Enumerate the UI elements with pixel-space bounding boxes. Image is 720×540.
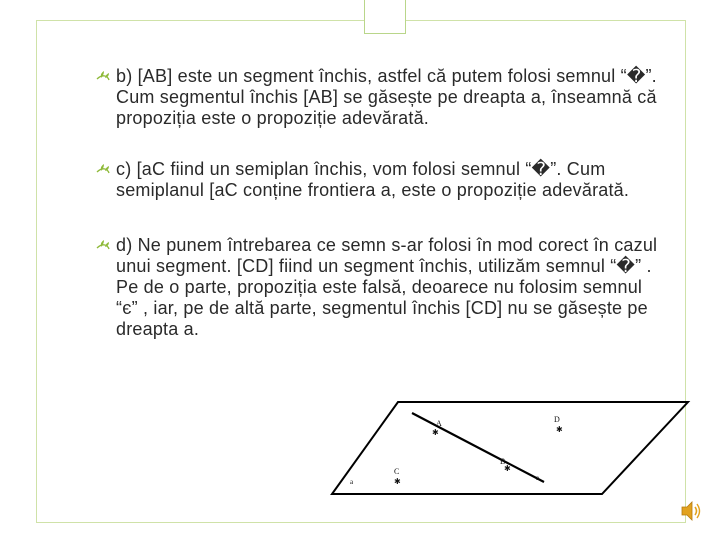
bullet-text-c: c) [aC fiind un semiplan închis, vom folosi semnul “�”. Cum semiplanul [aC conține frontiera a, este o propoziție adevărată. [116,159,630,200]
line-a [412,413,544,482]
point-C-mark: ✱ [394,477,401,486]
point-A-label: A [436,419,442,428]
line-a-label-left: a [350,478,354,486]
slide-bullet-list [96,66,666,340]
bullet-item-b [96,66,666,129]
point-D-mark: ✱ [556,425,563,434]
decorative-corner-square [364,0,406,34]
bullet-item-c [96,159,666,201]
point-A-mark: ✱ [432,428,439,437]
line-a-label-right: a [536,474,540,482]
point-B-mark: ✱ [504,464,511,473]
bullet-item-d [96,235,666,340]
point-C-label: C [394,467,400,476]
speaker-icon[interactable] [678,498,704,524]
plant-sprout-icon [96,162,110,176]
plant-sprout-icon [96,69,110,83]
bullet-text-d: d) Ne punem întrebarea ce semn s-ar folosi în mod corect în cazul unui segment. [CD] fiind un segment închis, utilizăm semnul “�” . Pe de o parte, propoziția este falsă, deoarece nu folosim semnul “є” , iar, pe de altă parte, segmentul închis [CD] nu se găsește pe dreapta a. [116,235,658,339]
point-D-label: D [554,415,560,424]
plant-sprout-icon [96,238,110,252]
bullet-text-b: b) [AB] este un segment închis, astfel că putem folosi semnul “�”. Cum segmentul închis [AB] se găsește pe dreapta a, înseamnă că propoziția este o propoziție adevărată. [116,66,657,128]
plane-parallelogram [332,402,688,494]
point-B-label: B [500,457,506,466]
geometry-diagram [332,402,712,498]
